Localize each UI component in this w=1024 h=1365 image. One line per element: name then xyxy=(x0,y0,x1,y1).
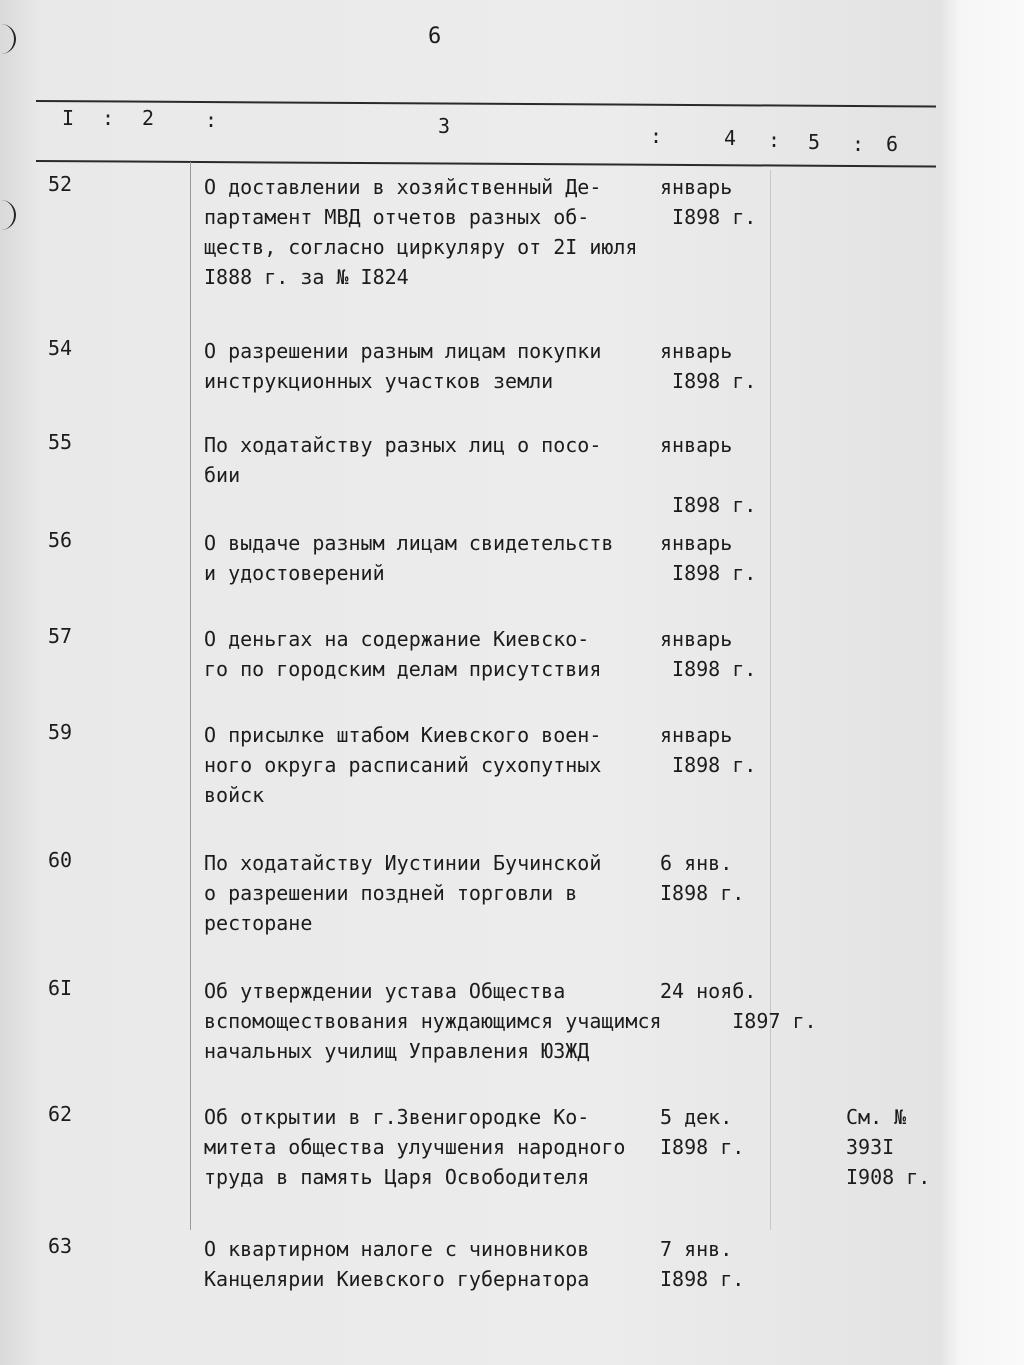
entry-title: О квартирном налоге с чиновников Канцелярии Киевского губернатора xyxy=(204,1237,590,1291)
column-header-5: 5 xyxy=(808,130,822,154)
entry-title: По ходатайству разных лиц о посо- бии xyxy=(204,433,602,487)
entry-title: О разрешении разным лицам покупки инструкционных участков земли xyxy=(204,339,602,393)
header-rule-top xyxy=(36,100,936,107)
column-header-6: 6 xyxy=(886,132,900,156)
entry-title: О доставлении в хозяйственный Де- партамент МВД отчетов разных об- ществ, согласно циркуляру от 2I июля I888 г. за № I824 xyxy=(204,175,638,289)
column-header-2: 2 xyxy=(142,106,156,130)
entry-date: 5 дек. I898 г. xyxy=(660,1105,745,1159)
entry-date: январь I898 г. xyxy=(660,723,757,777)
entry-date: 7 янв. I898 г. xyxy=(660,1237,745,1291)
binding-mark xyxy=(0,200,16,230)
entry-number: 54 xyxy=(48,336,73,360)
entry-title: Об открытии в г.Звенигородке Ко- митета общества улучшения народного труда в память Царя Освободителя xyxy=(204,1105,626,1189)
column-separator: : xyxy=(205,108,219,132)
column-separator: : xyxy=(852,132,866,156)
header-rule-bottom xyxy=(36,160,936,167)
entry-number: 63 xyxy=(48,1234,73,1258)
entry-title: По ходатайству Иустинии Бучинской о разрешении поздней торговли в ресторане xyxy=(204,851,602,935)
entry-date: январь I898 г. xyxy=(660,531,757,585)
entry-date: 24 нояб. I897 г. xyxy=(660,979,817,1033)
entry-number: 6I xyxy=(48,976,73,1000)
page-number: 6 xyxy=(428,24,442,49)
column-divider xyxy=(190,162,191,1230)
entry-number: 52 xyxy=(48,172,73,196)
entry-title: О выдаче разным лицам свидетельств и удостоверений xyxy=(204,531,614,585)
entry-number: 60 xyxy=(48,848,73,872)
column-header-1: I xyxy=(62,106,76,130)
column-separator: : xyxy=(650,124,664,148)
column-header-3: 3 xyxy=(438,114,452,138)
column-divider xyxy=(770,170,771,1230)
entry-date: январь I898 г. xyxy=(660,627,757,681)
entry-number: 55 xyxy=(48,430,73,454)
binding-mark xyxy=(0,24,16,54)
entry-title: О присылке штабом Киевского воен- ного округа расписаний сухопутных войск xyxy=(204,723,602,807)
entry-number: 59 xyxy=(48,720,73,744)
entry-date: январь I898 г. xyxy=(660,339,757,393)
entry-title: Об утверждении устава Общества вспомоществования нуждающимся учащимся начальных училищ Управления ЮЗЖД xyxy=(204,979,662,1063)
entry-number: 57 xyxy=(48,624,73,648)
entry-date: январь I898 г. xyxy=(660,175,757,229)
entry-title: О деньгах на содержание Киевско- го по городским делам присутствия xyxy=(204,627,602,681)
column-separator: : xyxy=(102,106,116,130)
entry-date: январь I898 г. xyxy=(660,433,757,517)
column-header-4: 4 xyxy=(724,126,738,150)
entry-date: 6 янв. I898 г. xyxy=(660,851,745,905)
column-separator: : xyxy=(768,128,782,152)
entry-number: 56 xyxy=(48,528,73,552)
entry-note: См. № 393I I908 г. xyxy=(846,1105,931,1189)
entry-number: 62 xyxy=(48,1102,73,1126)
